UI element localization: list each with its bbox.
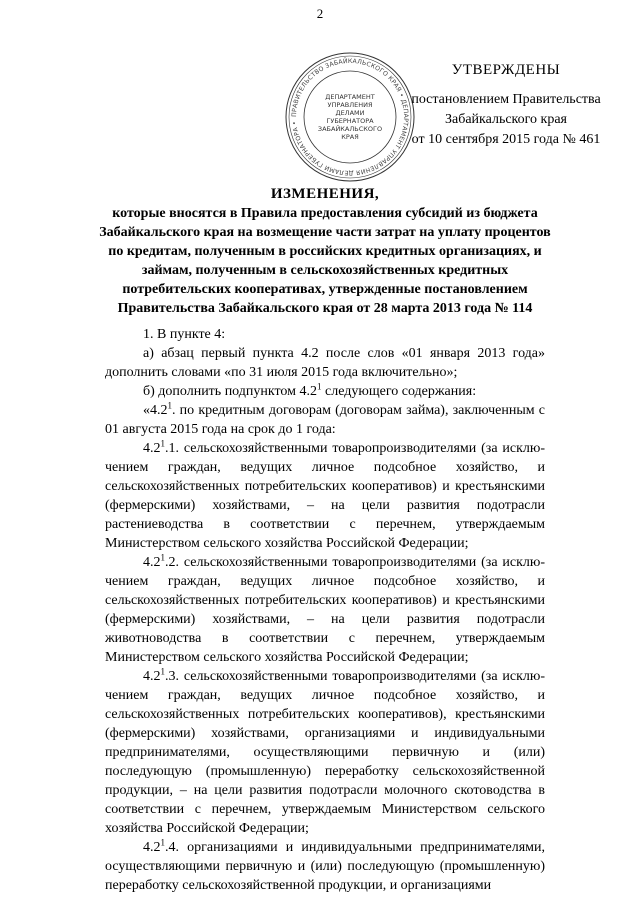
- paragraph-4-2-1: «$4.2^1$. по кредитным договорам (договорам займа), заключенным с 01 августа 2015 года на срок до 1 года:: [105, 400, 545, 437]
- approval-line-3: от 10 сентября 2015 года № 461: [411, 132, 601, 147]
- seal-center-line: ДЕПАРТАМЕНТ: [325, 93, 375, 101]
- paragraph-4-2-1-1: $4.2^1.1$. сельскохозяйственными товаропроизводителями (за исклю-чением граждан, ведущих личное подсобное хозяйство, и сельскохозяйственных потребительских кооперативов) и крестьянскими (фермерскими) хозяйствами, – на цели развития подотрасли растениеводства в соответствии с перечнем, утверждаемым Министерством сельского хозяйства Российской Федерации;: [105, 438, 545, 551]
- seal-center-line: УПРАВЛЕНИЯ: [327, 101, 373, 109]
- paragraph-4-2-1-3: $4.2^1.3$. сельскохозяйственными товаропроизводителями (за исклю-чением граждан, ведущих личное подсобное хозяйство, и сельскохозяйственных потребительских кооперативов), крестьянскими (фермерскими) хозяйствами, организациями и индивидуальными предпринимателями, осуществляющими первичную и (или) последующую (промышленную) переработку сельскохозяйственной продукции, – на цели развития подотрасли молочного скотоводства в соответствии с перечнем, утверждаемым Министерством сельского хозяйства Российской Федерации;: [105, 666, 545, 836]
- title-line-1: которые вносятся в Правила предоставления субсидий из бюджета: [112, 206, 538, 221]
- title-line-2: Забайкальского края на возмещение части затрат на уплату процентов: [99, 225, 551, 240]
- seal-center-line: КРАЯ: [341, 133, 359, 141]
- paragraph-a: а) абзац первый пункта 4.2 после слов «01 января 2013 года» дополнить словами «по 31 июля 2015 года включительно»;: [105, 346, 545, 380]
- approval-line-1: постановлением Правительства: [411, 92, 601, 107]
- title-main: ИЗМЕНЕНИЯ,: [270, 186, 380, 202]
- approved-label: УТВЕРЖДЕНЫ: [451, 62, 561, 78]
- title-line-3: по кредитам, полученным в российских кредитных организациях, и: [108, 244, 542, 259]
- approval-line-2: Забайкальского края: [444, 112, 567, 127]
- title-line-4: займам, полученным в сельскохозяйственных кредитных: [141, 263, 509, 278]
- paragraph-4-2-1-2: $4.2^1.2$. сельскохозяйственными товаропроизводителями (за исклю-чением граждан, ведущих личное подсобное хозяйство, и сельскохозяйственных потребительских кооперативов) и крестьянскими (фермерскими) хозяйствами, – на цели развития подотрасли животноводства в соответствии с перечнем, утверждаемым Министерством сельского хозяйства Российской Федерации;: [105, 552, 545, 665]
- seal-ring-text: ПРАВИТЕЛЬСТВО ЗАБАЙКАЛЬСКОГО КРАЯ • ДЕПАРТАМЕНТ УПРАВЛЕНИЯ ДЕЛАМИ ГУБЕРНАТОРА •: [290, 57, 410, 177]
- paragraph-b: б) дополнить подпунктом $4.2^1$ следующего содержания:: [143, 381, 477, 399]
- seal-center-line: ЗАБАЙКАЛЬСКОГО: [317, 125, 383, 133]
- title-line-5: потребительских кооперативах, утвержденные постановлением: [122, 282, 528, 297]
- seal-center-line: ДЕЛАМИ: [335, 109, 365, 117]
- approval-block: [391, 60, 621, 150]
- paragraph-4-2-1-4: $4.2^1.4$. организациями и индивидуальными предпринимателями, осуществляющими первичную и (или) последующую (промышленную) переработку сельскохозяйственной продукции, и организациями: [105, 837, 545, 893]
- seal-center-line: ГУБЕРНАТОРА: [326, 117, 374, 125]
- page-number: 2: [316, 6, 324, 21]
- document-title: [95, 185, 555, 318]
- paragraph-item-1: 1. В пункте 4:: [143, 327, 226, 342]
- document-body: [105, 325, 545, 895]
- title-line-6: Правительства Забайкальского края от 28 марта 2013 года № 114: [117, 301, 533, 316]
